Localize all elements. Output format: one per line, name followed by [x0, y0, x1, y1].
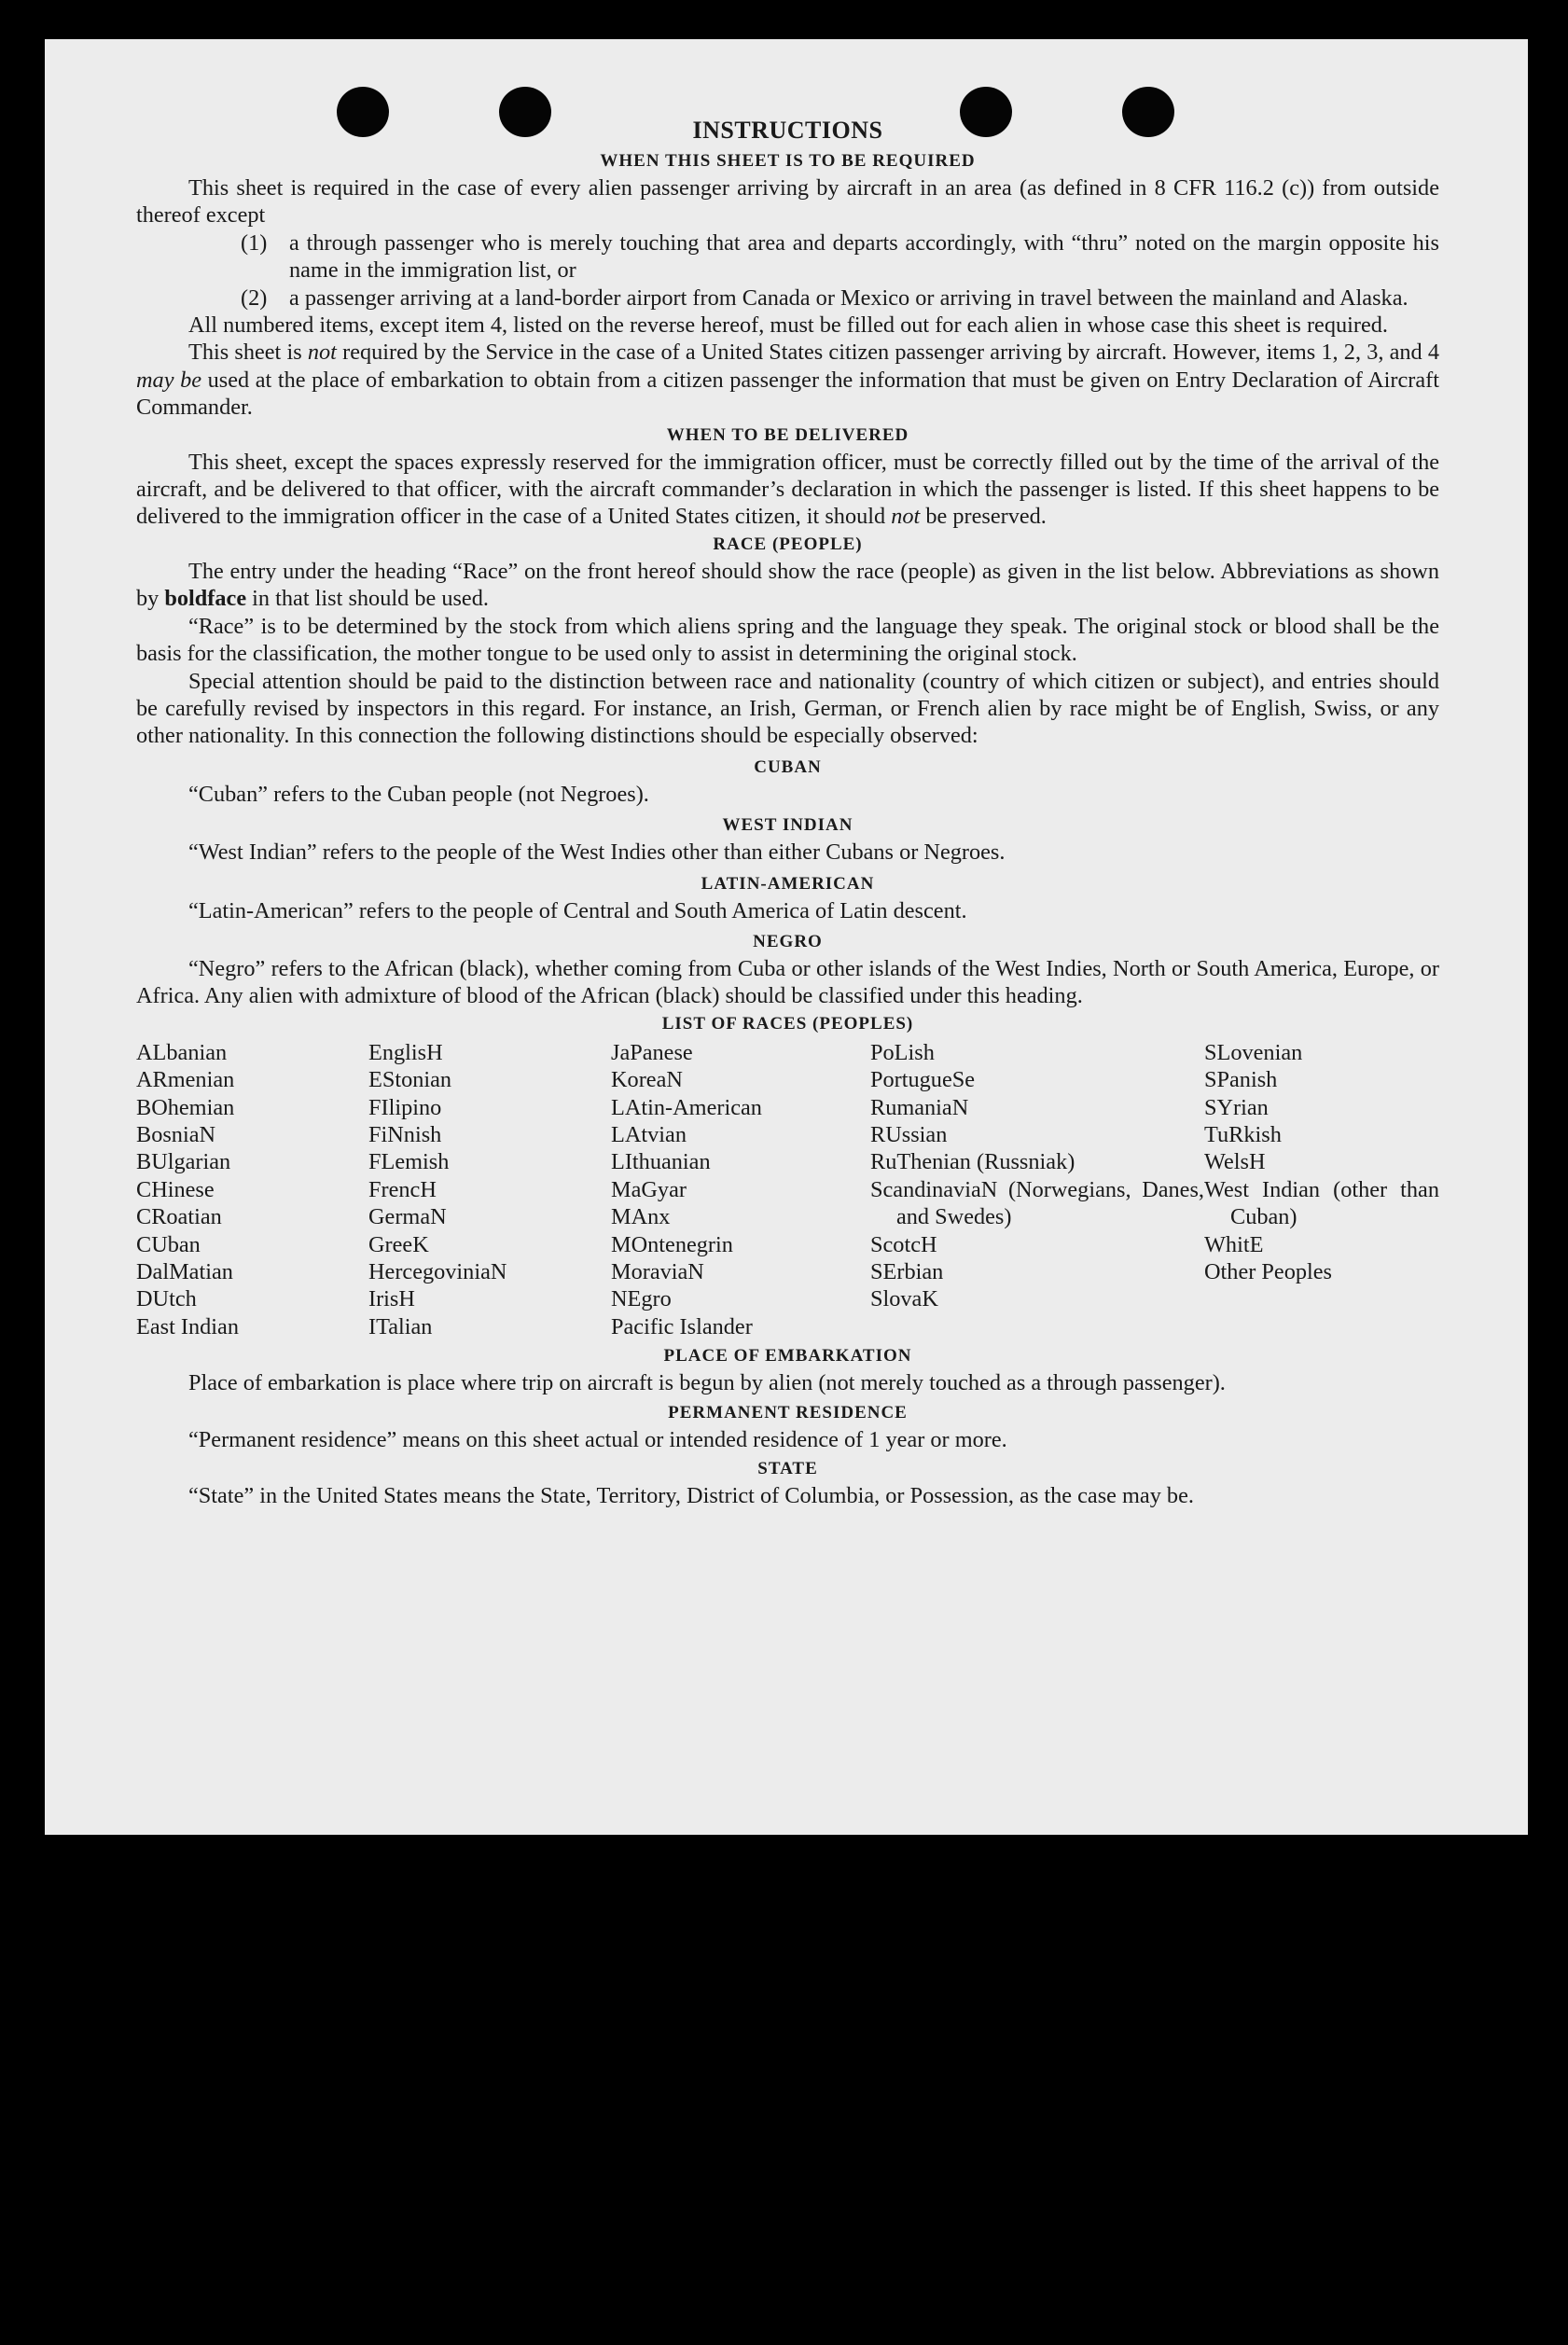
paragraph: [136, 449, 1439, 531]
race-entry: WhitE: [1204, 1231, 1264, 1257]
paragraph: All numbered items, except item 4, listed on the reverse hereof, must be filled out for each alien in whose case this sheet is required.: [188, 312, 1388, 339]
race-entry: ARmenian: [136, 1067, 235, 1093]
race-entry: RumaniaN: [870, 1094, 969, 1120]
paragraph: “Cuban” refers to the Cuban people (not Negroes).: [188, 781, 649, 807]
text-run: This sheet is: [188, 340, 308, 366]
race-entry: EStonian: [368, 1067, 452, 1093]
race-entry: CRoatian: [136, 1204, 222, 1230]
paragraph: Special attention should be paid to the distinction between race and nationality (country of which citizen or subject), and entries should be carefully revised by inspectors in this regard. For instance, an Irish, German, or French alien by race might be of English, Swiss, or any other nationality. In this connection the following distinctions should be especially observed:: [136, 668, 1439, 749]
race-entry: FIlipino: [368, 1094, 442, 1120]
paragraph: This sheet is required in the case of every alien passenger arriving by aircraft in an area (as defined in 8 CFR 116.2 (c)) from outside thereof except: [136, 175, 1439, 229]
race-entry: BOhemian: [136, 1094, 235, 1120]
race-entry: TuRkish: [1204, 1121, 1282, 1147]
instruction-sheet: [45, 39, 1528, 1835]
paragraph: “State” in the United States means the State, Territory, District of Columbia, or Possession, as the case may be.: [188, 1483, 1194, 1509]
race-entry: East Indian: [136, 1313, 239, 1339]
paragraph: “Race” is to be determined by the stock from which aliens spring and the language they speak. The original stock or blood shall be the basis for the classification, the mother tongue to be used only to assist in determining the original stock.: [136, 613, 1439, 667]
race-entry: MaGyar: [611, 1176, 687, 1202]
race-entry: KoreaN: [611, 1067, 683, 1093]
text-run: This sheet, except the spaces expressly reserved for the immigration officer, must be correctly filled out by the time of the arrival of the aircraft, and be delivered to that officer, with the aircraft commander’s declaration in which the passenger is listed. If this sheet happens to be delivered to the immigration officer in the case of a United States citizen, it should: [136, 449, 1439, 530]
paragraph: Place of embarkation is place where trip on aircraft is begun by alien (not merely touched as a through passenger).: [188, 1370, 1226, 1396]
italic-text: not: [891, 504, 921, 530]
race-entry: SErbian: [870, 1259, 944, 1284]
race-entry: BosniaN: [136, 1121, 216, 1147]
race-entry: GreeK: [368, 1231, 429, 1257]
list-item: [241, 284, 1439, 312]
race-entry: EnglisH: [368, 1039, 443, 1065]
race-entry: BUlgarian: [136, 1149, 231, 1175]
race-entry: LIthuanian: [611, 1149, 711, 1175]
text-run: The entry under the heading “Race” on the front hereof should show the race (people) as given in the list below. Abbreviations as shown by: [136, 558, 1439, 612]
list-item: [241, 229, 1439, 284]
paragraph: “Negro” refers to the African (black), whether coming from Cuba or other islands of the West Indies, North or South America, Europe, or Africa. Any alien with admixture of blood of the African (black) should be classified under this heading.: [136, 955, 1439, 1009]
section-heading-when-required: WHEN THIS SHEET IS TO BE REQUIRED: [600, 151, 976, 171]
races-list: [136, 1039, 1439, 1340]
race-entry: NEgro: [611, 1286, 672, 1312]
race-entry: Pacific Islander: [611, 1313, 753, 1339]
race-entry: IrisH: [368, 1286, 415, 1312]
race-entry: CUban: [136, 1231, 201, 1257]
race-entry: LAtin-American: [611, 1094, 762, 1120]
races-column: [870, 1039, 1204, 1340]
item-number: (2): [241, 284, 268, 311]
race-entry: ScotcH: [870, 1231, 937, 1257]
race-entry: MoraviaN: [611, 1259, 704, 1284]
races-column: [1204, 1039, 1439, 1340]
bold-text: boldface: [164, 586, 247, 612]
race-entry: West Indian (other than Cuban): [1204, 1176, 1439, 1230]
paragraph: [136, 339, 1439, 421]
item-number: (1): [241, 229, 268, 256]
italic-text: not: [307, 340, 337, 366]
item-text: a through passenger who is merely touching that area and departs accordingly, with “thru” noted on the margin opposite his name in the immigration list, or: [289, 229, 1439, 284]
race-entry: Other Peoples: [1204, 1259, 1332, 1284]
paragraph: [136, 558, 1439, 613]
race-entry: MOntenegrin: [611, 1231, 733, 1257]
race-entry: RUssian: [870, 1121, 948, 1147]
section-heading-when-delivered: WHEN TO BE DELIVERED: [666, 424, 909, 445]
text-run: in that list should be used.: [246, 586, 489, 612]
race-entry: ALbanian: [136, 1039, 228, 1065]
text-run: be preserved.: [920, 504, 1047, 530]
race-entry: SLovenian: [1204, 1039, 1303, 1065]
race-entry: FrencH: [368, 1176, 437, 1202]
sheet-content: [136, 116, 1439, 1509]
paragraph: “West Indian” refers to the people of the West Indies other than either Cubans or Negroes.: [188, 839, 1006, 866]
race-entry: SYrian: [1204, 1094, 1269, 1120]
race-entry: SlovaK: [870, 1286, 938, 1312]
race-entry: FLemish: [368, 1149, 450, 1175]
race-entry: FiNnish: [368, 1121, 442, 1147]
race-entry: JaPanese: [611, 1039, 693, 1065]
race-entry: HercegoviniaN: [368, 1259, 507, 1284]
race-entry: SPanish: [1204, 1067, 1278, 1093]
section-heading-permanent-residence: PERMANENT RESIDENCE: [668, 1402, 908, 1422]
race-entry: ITalian: [368, 1313, 433, 1339]
race-entry: PoLish: [870, 1039, 935, 1065]
section-heading-latin-american: LATIN-AMERICAN: [701, 873, 875, 894]
section-heading-list-of-races: LIST OF RACES (PEOPLES): [661, 1013, 914, 1034]
races-column: [136, 1039, 368, 1340]
section-heading-place-of-embarkation: PLACE OF EMBARKATION: [663, 1346, 912, 1367]
race-entry: ScandinaviaN (Norwegians, Danes, and Swedes): [870, 1176, 1204, 1230]
race-entry: LAtvian: [611, 1121, 687, 1147]
race-entry: PortugueSe: [870, 1067, 976, 1093]
item-text: a passenger arriving at a land-border airport from Canada or Mexico or arriving in travel between the mainland and Alaska.: [289, 284, 1408, 311]
text-run: used at the place of embarkation to obtain from a citizen passenger the information that must be given on Entry Declaration of Aircraft Commander.: [136, 367, 1439, 421]
section-heading-state: STATE: [757, 1459, 818, 1479]
paragraph: “Latin-American” refers to the people of Central and South America of Latin descent.: [188, 897, 967, 923]
section-heading-negro: NEGRO: [753, 931, 823, 951]
section-heading-race: RACE (PEOPLE): [713, 534, 863, 554]
race-entry: DUtch: [136, 1286, 197, 1312]
race-entry: WelsH: [1204, 1149, 1266, 1175]
page-title: INSTRUCTIONS: [692, 117, 883, 144]
text-run: required by the Service in the case of a United States citizen passenger arriving by aircraft. However, items 1, 2, 3, and 4: [336, 340, 1440, 366]
races-column: [368, 1039, 611, 1340]
race-entry: CHinese: [136, 1176, 215, 1202]
races-column: [611, 1039, 870, 1340]
section-heading-west-indian: WEST INDIAN: [722, 815, 853, 836]
race-entry: RuThenian (Russniak): [870, 1149, 1075, 1175]
italic-text: may be: [136, 367, 202, 393]
race-entry: DalMatian: [136, 1259, 233, 1284]
race-entry: MAnx: [611, 1204, 671, 1230]
section-heading-cuban: CUBAN: [754, 756, 822, 777]
paragraph: “Permanent residence” means on this sheet actual or intended residence of 1 year or more.: [188, 1426, 1007, 1452]
race-entry: GermaN: [368, 1204, 447, 1230]
